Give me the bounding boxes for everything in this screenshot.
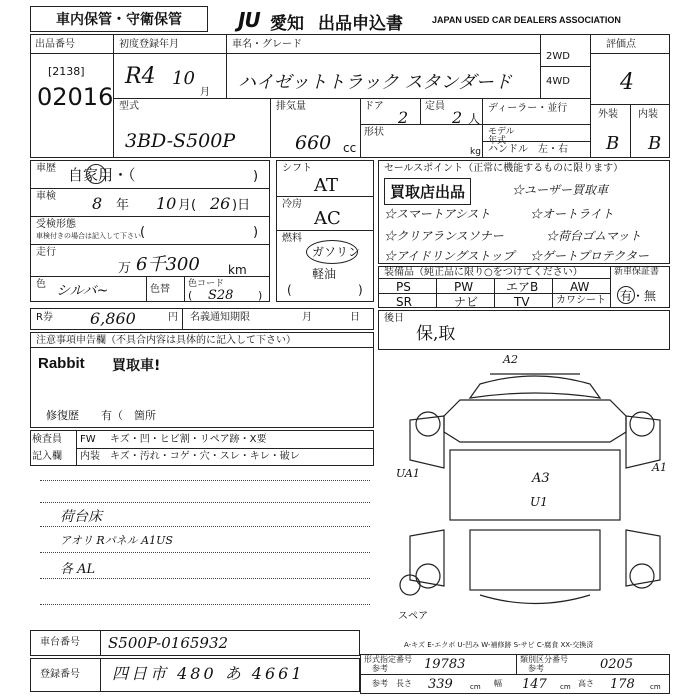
drive-2wd: 2WD <box>546 51 570 62</box>
selling-point-2: ☆スマートアシスト <box>384 207 491 221</box>
lot-label: 出品番号 <box>35 39 75 50</box>
form-subtitle: JAPAN USED CAR DEALERS ASSOCIATION <box>432 15 621 25</box>
tax-label: 名義通知期限 <box>190 312 250 323</box>
model-year-label: モデル 年式 <box>488 127 515 146</box>
equip-airbag: エアB <box>506 280 539 294</box>
selling-point-5: ☆荷台ゴムマット <box>546 229 642 243</box>
damage-a2: A2 <box>503 353 518 366</box>
mileage-unit: km <box>228 263 247 277</box>
mileage-label: 走行 <box>36 247 56 258</box>
damage-a3: A3 <box>532 471 550 486</box>
model-value: 3BD-S500P <box>125 130 236 152</box>
new-warranty-label: 新車保証書 <box>614 267 660 277</box>
shift-value: AT <box>314 175 339 196</box>
color-code-open: ( <box>188 289 193 302</box>
equip-ps: PS <box>396 280 411 294</box>
class-spec-ref: 参考 <box>528 664 544 673</box>
inspection-label: 車検 <box>36 191 56 202</box>
damage-a1: A1 <box>652 461 667 474</box>
after-label: 後日 <box>384 313 404 324</box>
type-spec-label: 形式指定番号 <box>364 655 412 664</box>
car-name-label: 車名・グレード <box>232 39 302 50</box>
class-spec-value: 0205 <box>600 657 634 672</box>
history-value: 自家用・（ <box>68 166 136 184</box>
height-value: 178 <box>610 677 635 692</box>
plate-label: 登録番号 <box>40 669 80 680</box>
tax-day: 日 <box>350 312 360 323</box>
selling-point-6: ☆アイドリングストップ <box>384 249 515 263</box>
displacement-value: 660 <box>295 132 332 154</box>
fuel-close: ) <box>358 283 363 297</box>
length-value: 339 <box>428 677 453 692</box>
damage-u1: U1 <box>530 495 548 509</box>
inspection-month: 10 <box>156 194 177 213</box>
equip-seat: カワシート <box>556 295 606 306</box>
capacity-label: 定員 <box>425 101 445 112</box>
exterior-grade: B <box>606 133 620 154</box>
tax-month: 月 <box>302 312 312 323</box>
color-code-label: 色コード <box>188 279 225 289</box>
mileage-value: 6千300 <box>136 254 200 275</box>
hand-note-1: 荷台床 <box>60 509 102 525</box>
recycle-unit: 円 <box>168 312 178 323</box>
class-spec-label: 類別区分番号 <box>520 655 568 664</box>
displacement-label: 排気量 <box>276 101 306 112</box>
lot-code: [2138] <box>48 65 85 78</box>
capacity-unit: 人 <box>468 112 481 126</box>
equip-sr: SR <box>396 295 412 309</box>
first-reg-label: 初度登録年月 <box>119 39 179 50</box>
vehicle-info-block <box>30 160 270 302</box>
inspector-label-2: 記入欄 <box>32 451 62 462</box>
color-value: シルバ~ <box>56 283 109 299</box>
height-label: 高さ <box>578 679 594 688</box>
spare-label: スペア <box>398 611 428 622</box>
inspection-y: 年 <box>116 198 130 213</box>
form-title: 出品申込書 <box>318 14 403 34</box>
new-warranty-value: 有・無 <box>620 289 657 303</box>
history-close: ) <box>253 169 259 184</box>
inspector-ext-items: キズ・凹・ヒビ割・リペア跡・X要 <box>110 434 267 445</box>
storage-label: 車内保管・守衛保管 <box>30 6 208 32</box>
damage-ua1: UA1 <box>396 467 420 480</box>
fuel-option-1: ガソリン <box>312 245 361 259</box>
reception-close: ) <box>253 225 259 240</box>
inspection-year: 8 <box>92 194 103 213</box>
interior-label: 内装 <box>638 109 658 120</box>
score-value: 4 <box>620 70 634 95</box>
first-reg-era: R4 <box>125 64 156 89</box>
mileage-man: 万 <box>118 261 132 276</box>
repair-history: 修復歴 有（ 箇所 <box>46 409 156 422</box>
inspector-int-label: 内装 <box>80 451 100 462</box>
displacement-unit: cc <box>343 141 357 155</box>
equip-pw: PW <box>454 280 474 294</box>
capacity-value: 2 <box>452 108 463 127</box>
inspector-int-items: キズ・汚れ・コゲ・穴・スレ・キレ・破レ <box>110 451 300 462</box>
fuel-circle <box>306 240 361 264</box>
recycle-label: R券 <box>36 312 53 323</box>
history-circle <box>86 164 106 184</box>
selling-point-3: ☆オートライト <box>530 207 614 221</box>
aircon-label: 冷房 <box>282 199 302 210</box>
selling-label: セールスポイント（正常に機能するものに限ります） <box>384 163 624 174</box>
reception-open: ( <box>140 225 146 240</box>
damage-legend: A-キズ E-エクボ U-凹み W-補修跡 S-サビ C-腐食 XX-交換済 <box>404 641 594 649</box>
score-label: 評価点 <box>606 39 636 50</box>
fuel-open: ( <box>287 283 292 297</box>
selling-point-7: ☆ゲートプロテクター <box>530 249 649 263</box>
model-label: 型式 <box>119 101 139 112</box>
chassis-label: 車台番号 <box>40 637 80 648</box>
length-label: 長さ <box>396 679 412 688</box>
equip-navi: ナビ <box>454 295 479 309</box>
height-unit: cm <box>650 683 661 691</box>
color-code-close: ) <box>258 289 263 302</box>
first-reg-month-unit: 月 <box>200 87 210 98</box>
hand-note-3: 各 AL <box>60 562 96 577</box>
handle-options: 左・右 <box>538 144 568 155</box>
width-value: 147 <box>522 677 547 692</box>
equip-aw: AW <box>570 280 590 294</box>
org-name: 愛知 <box>270 14 304 34</box>
color-label: 色 <box>36 279 46 290</box>
equip-tv: TV <box>514 295 530 309</box>
equipment-label: 装備品（純正品に限り○をつけてください） <box>384 267 583 278</box>
fuel-label: 燃料 <box>282 233 302 244</box>
inspector-label-1: 検査員 <box>32 434 62 445</box>
reception-label: 受検形態 <box>36 219 76 230</box>
after-value: 保,取 <box>416 324 456 344</box>
length-unit: cm <box>470 683 481 691</box>
exterior-label: 外装 <box>598 109 618 120</box>
aircon-value: AC <box>314 208 341 229</box>
type-spec-ref: 参考 <box>372 664 388 673</box>
chassis-value: S500P-0165932 <box>108 634 229 652</box>
first-reg-month: 10 <box>172 68 195 89</box>
shift-label: シフト <box>282 163 312 174</box>
doors-value: 2 <box>398 108 409 127</box>
selling-headline: 買取店出品 <box>384 178 471 205</box>
color-change-label: 色替 <box>150 284 170 295</box>
lot-number: 02016 <box>37 83 114 111</box>
selling-point-1: ☆ユーザー買取車 <box>512 183 609 197</box>
history-label: 車歴 <box>36 163 56 174</box>
dims-label: 参考 <box>372 679 388 688</box>
shape-label: 形状 <box>364 127 384 138</box>
fuel-option-2: 軽油 <box>312 267 337 281</box>
inspector-ext-label: FW <box>80 434 96 445</box>
dealer-label: ディーラー・並行 <box>488 103 568 114</box>
notes-label: 注意事項申告欄（不具合内容は具体的に記入して下さい） <box>36 335 296 346</box>
ju-logo: JU <box>238 8 260 32</box>
car-name-value: ハイゼットトラック スタンダード <box>238 72 512 93</box>
handle-label: ハンドル <box>488 144 528 155</box>
selling-point-4: ☆クリアランスソナー <box>384 229 504 243</box>
reception-note: 車検付きの場合は記入して下さい <box>36 232 141 240</box>
inspection-day: 26 <box>210 194 231 213</box>
inspection-d: )日 <box>232 198 251 213</box>
rabbit-logo: Rabbit <box>38 355 85 372</box>
hand-note-2: アオリ Rパネル A1US <box>60 534 173 547</box>
drive-4wd: 4WD <box>546 76 570 87</box>
doors-label: ドア <box>364 101 384 112</box>
plate-value: 四日市 480 あ 4661 <box>112 664 305 683</box>
type-spec-value: 19783 <box>424 657 466 672</box>
interior-grade: B <box>648 133 662 154</box>
new-warranty-circle <box>617 286 635 304</box>
weight-unit: kg <box>470 147 481 157</box>
color-code: S28 <box>208 288 234 303</box>
width-unit: cm <box>560 683 571 691</box>
inspection-m: 月( <box>178 198 197 213</box>
width-label: 幅 <box>494 679 502 688</box>
rabbit-text: 買取車! <box>112 358 161 374</box>
recycle-value: 6,860 <box>90 309 136 328</box>
